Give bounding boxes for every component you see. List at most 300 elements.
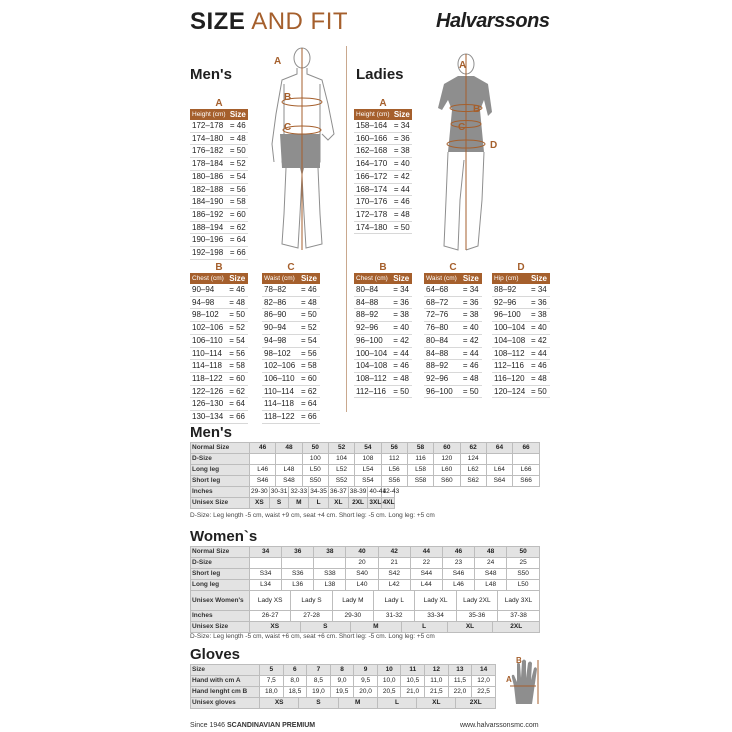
grid-cell: 18,0 [260,687,284,698]
range-cell: 90–94 [262,322,299,335]
grid-cell: 30-31 [269,487,289,498]
table-row [354,360,412,373]
size-cell: = 50 [461,385,482,398]
grid-cell: 112 [381,454,407,465]
range-cell: 88–92 [354,309,391,322]
hand-label-b: B [516,656,522,665]
range-cell: 80–84 [354,284,391,296]
size-cell: = 42 [391,334,412,347]
size-cell: = 44 [391,347,412,360]
column-header: Chest (cm) [190,273,227,284]
table-row [190,120,248,132]
grid-cell: Lady XS [250,591,291,611]
grid-cell: 56 [381,443,407,454]
table-row [354,183,412,196]
size-header: Size [391,273,412,284]
grid-cell: 18,5 [283,687,307,698]
row-label: Unisex Size [191,498,250,509]
grid-cell: L34 [250,580,282,591]
size-header: Size [228,109,248,120]
range-cell: 158–164 [354,120,392,132]
footer-url[interactable]: www.halvarssonsmc.com [460,722,539,729]
range-cell: 106–110 [190,334,227,347]
table-row [190,183,248,196]
size-cell: = 48 [228,132,248,145]
size-cell: = 54 [299,334,320,347]
size-cell: = 34 [461,284,482,296]
mens-grid-heading: Men's [190,424,232,441]
grid-row [191,558,540,569]
grid-cell: 2XL [456,698,496,709]
size-cell: = 64 [228,234,248,247]
table-row [354,120,412,132]
grid-cell: XL [417,698,456,709]
range-cell: 92–96 [354,322,391,335]
range-cell: 114–118 [190,360,227,373]
grid-cell: L36 [282,580,314,591]
range-cell: 94–98 [262,334,299,347]
grid-cell [314,558,346,569]
table-letter: B [379,262,387,273]
grid-cell: M [338,698,377,709]
size-table [424,273,482,398]
range-cell: 170–176 [354,196,392,209]
grid-cell: 100 [302,454,328,465]
grid-cell: L [401,622,447,633]
grid-row [191,591,540,611]
grid-cell: 40 [346,547,378,558]
grid-cell: 42-43 [381,487,394,498]
range-cell: 100–104 [354,347,391,360]
range-cell: 162–168 [354,145,392,158]
size-table [354,273,412,398]
grid-cell: L48 [276,465,302,476]
table-row [262,347,320,360]
range-cell: 80–84 [424,334,461,347]
table-row [424,372,482,385]
figure-label-a-ladies: A [459,60,467,71]
grid-cell: L58 [407,465,433,476]
table-letter: C [287,262,295,273]
grid-cell: Lady M [332,591,373,611]
grid-cell: 21,5 [425,687,449,698]
range-cell: 110–114 [190,347,227,360]
grid-cell [250,454,276,465]
range-cell: 166–172 [354,170,392,183]
range-cell: 112–116 [492,360,529,373]
row-label: Short leg [191,569,250,580]
grid-cell: 23 [442,558,474,569]
range-cell: 118–122 [190,372,227,385]
size-cell: = 52 [227,322,248,335]
grid-cell: S [300,622,351,633]
figure-label-c-ladies: C [458,122,466,133]
range-cell: 98–102 [190,309,227,322]
footer-tagline [190,722,315,729]
size-cell: = 56 [227,347,248,360]
grid-cell: 13 [448,665,472,676]
row-label: Unisex Size [191,622,250,633]
grid-row [191,454,540,465]
grid-cell: 11,0 [425,676,449,687]
grid-cell: S34 [250,569,282,580]
grid-cell [486,454,512,465]
table-letter: A [379,98,387,109]
grid-cell: S40 [346,569,378,580]
size-cell: = 60 [228,208,248,221]
grid-cell: L50 [507,580,540,591]
grid-row [191,465,540,476]
size-cell: = 62 [299,385,320,398]
size-cell: = 36 [461,296,482,309]
grid-row [191,487,540,498]
size-cell: = 50 [228,145,248,158]
size-cell: = 58 [299,360,320,373]
size-table [190,273,248,424]
grid-cell: 38-39 [348,487,368,498]
grid-cell: 25 [507,558,540,569]
table-row [190,411,248,424]
grid-cell: 36 [282,547,314,558]
size-cell: = 60 [299,372,320,385]
grid-cell: S [299,698,338,709]
table-row [354,385,412,398]
grid-cell: L [309,498,329,509]
range-cell: 176–182 [190,145,228,158]
ladies-chest-table [354,262,412,398]
range-cell: 88–92 [492,284,529,296]
table-row [190,296,248,309]
grid-cell: XS [250,498,270,509]
table-row [424,309,482,322]
size-cell: = 62 [228,221,248,234]
grid-cell: XL [328,498,348,509]
range-cell: 84–88 [424,347,461,360]
table-row [354,170,412,183]
table-letter: D [517,262,525,273]
grid-cell: Lady 2XL [456,591,497,611]
row-label: Hand with cm A [191,676,260,687]
grid-cell: 48 [276,443,302,454]
table-row [354,334,412,347]
row-label: Short leg [191,476,250,487]
figure-label-b: B [284,92,292,103]
size-cell: = 54 [228,170,248,183]
size-cell: = 50 [392,221,412,234]
grid-cell: L46 [442,580,474,591]
table-row [190,170,248,183]
size-cell: = 36 [392,132,412,145]
grid-cell: 12 [425,665,449,676]
table-letter: B [215,262,223,273]
size-cell: = 58 [228,196,248,209]
table-row [492,296,550,309]
gloves-heading: Gloves [190,646,241,663]
ladies-waist-table [424,262,482,398]
grid-cell: 19,5 [330,687,354,698]
grid-cell: 10,5 [401,676,425,687]
grid-row [191,665,496,676]
female-figure [428,50,504,258]
size-cell: = 60 [227,372,248,385]
grid-cell: 20 [346,558,378,569]
range-cell: 182–188 [190,183,228,196]
row-label: Size [191,665,260,676]
mens-grid-note: D-Size: Leg length -5 cm, waist +9 cm, seat +4 cm. Short leg: -5 cm. Long leg: +5 cm [190,512,435,519]
mens-waist-table [262,262,320,424]
size-cell: = 46 [391,360,412,373]
range-cell: 102–106 [262,360,299,373]
grid-cell: M [289,498,309,509]
table-row [354,284,412,296]
womens-size-grid [190,546,540,633]
size-cell: = 62 [227,385,248,398]
grid-cell: 9 [354,665,378,676]
grid-cell: 4XL [381,498,394,509]
grid-cell: 36-37 [328,487,348,498]
range-cell: 110–114 [262,385,299,398]
grid-cell: 32-33 [289,487,309,498]
size-cell: = 52 [228,158,248,171]
size-cell: = 46 [227,284,248,296]
table-row [190,132,248,145]
grid-cell: L56 [381,465,407,476]
range-cell: 96–100 [354,334,391,347]
range-cell: 106–110 [262,372,299,385]
table-row [492,284,550,296]
size-header: Size [392,109,412,120]
table-row [190,385,248,398]
grid-cell: S48 [475,569,507,580]
grid-cell: 120 [434,454,460,465]
table-row [190,247,248,260]
table-row [190,158,248,171]
grid-cell: S42 [378,569,410,580]
mens-height-table [190,98,248,260]
grid-cell: 60 [434,443,460,454]
grid-row [191,580,540,591]
range-cell: 114–118 [262,398,299,411]
grid-cell: 26-27 [250,611,291,622]
size-cell: = 48 [392,208,412,221]
range-cell: 82–86 [262,296,299,309]
table-row [424,347,482,360]
grid-cell: S36 [282,569,314,580]
range-cell: 192–198 [190,247,228,260]
grid-cell [513,454,540,465]
range-cell: 122–126 [190,385,227,398]
grid-cell: Lady XL [415,591,456,611]
grid-row [191,622,540,633]
grid-cell: 7 [307,665,331,676]
footer-premium: SCANDINAVIAN PREMIUM [226,722,316,729]
grid-cell: 34-35 [309,487,329,498]
grid-cell: 35-36 [456,611,497,622]
table-row [262,322,320,335]
size-cell: = 40 [461,322,482,335]
table-row [262,334,320,347]
table-row [262,372,320,385]
table-row [492,347,550,360]
mens-chest-table [190,262,248,424]
grid-cell: 19,0 [307,687,331,698]
grid-cell: 46 [442,547,474,558]
grid-cell: 6 [283,665,307,676]
grid-cell: Lady 3XL [498,591,540,611]
table-row [190,309,248,322]
range-cell: 188–194 [190,221,228,234]
figure-label-d-ladies: D [490,140,498,151]
grid-cell: L54 [355,465,381,476]
table-row [424,296,482,309]
grid-cell: L62 [460,465,486,476]
table-letter: A [215,98,223,109]
range-cell: 174–180 [190,132,228,145]
ladies-heading: Ladies [356,66,404,83]
figure-label-c: C [284,122,292,133]
table-row [262,385,320,398]
row-label: Hand lenght cm B [191,687,260,698]
gloves-size-grid [190,664,496,709]
table-row [424,360,482,373]
size-cell: = 64 [299,398,320,411]
grid-cell: S54 [355,476,381,487]
grid-cell: 46 [250,443,276,454]
table-row [190,196,248,209]
size-cell: = 50 [391,385,412,398]
size-cell: = 52 [299,322,320,335]
grid-cell: 66 [513,443,540,454]
grid-cell: L44 [410,580,442,591]
table-row [354,145,412,158]
grid-cell: S48 [276,476,302,487]
table-row [492,322,550,335]
grid-cell: L42 [378,580,410,591]
grid-cell: 124 [460,454,486,465]
grid-cell: S50 [302,476,328,487]
table-row [190,372,248,385]
table-row [424,385,482,398]
male-figure [262,44,344,256]
size-cell: = 38 [392,145,412,158]
table-row [354,322,412,335]
grid-cell: S56 [381,476,407,487]
size-cell: = 36 [529,296,550,309]
range-cell: 84–88 [354,296,391,309]
row-label: Normal Size [191,547,250,558]
grid-cell: 44 [410,547,442,558]
figure-label-a: A [274,56,282,67]
range-cell: 160–166 [354,132,392,145]
size-cell: = 44 [529,347,550,360]
womens-grid-note: D-Size: Leg length -5 cm, waist +6 cm, seat +6 cm. Short leg: -5 cm. Long leg: +5 cm [190,633,435,640]
table-row [492,372,550,385]
grid-cell: 37-38 [498,611,540,622]
table-row [262,309,320,322]
grid-cell: L48 [475,580,507,591]
column-header: Waist (cm) [424,273,461,284]
range-cell: 102–106 [190,322,227,335]
grid-cell: 62 [460,443,486,454]
table-row [190,334,248,347]
size-cell: = 46 [299,284,320,296]
grid-cell: 5 [260,665,284,676]
range-cell: 98–102 [262,347,299,360]
table-row [190,145,248,158]
table-row [354,296,412,309]
size-cell: = 56 [299,347,320,360]
grid-cell: 11 [401,665,425,676]
table-row [190,221,248,234]
size-cell: = 48 [391,372,412,385]
page-title [190,8,348,36]
grid-cell: S52 [328,476,354,487]
size-cell: = 66 [228,247,248,260]
grid-cell: 33-34 [415,611,456,622]
grid-cell: L52 [328,465,354,476]
size-cell: = 50 [227,309,248,322]
range-cell: 90–94 [190,284,227,296]
range-cell: 164–170 [354,158,392,171]
grid-cell: 8,5 [307,676,331,687]
grid-cell: 7,5 [260,676,284,687]
table-row [354,208,412,221]
table-row [190,347,248,360]
table-row [190,234,248,247]
range-cell: 186–192 [190,208,228,221]
grid-row [191,676,496,687]
grid-row [191,476,540,487]
grid-cell: S44 [410,569,442,580]
size-cell: = 42 [461,334,482,347]
grid-cell: 21,0 [401,687,425,698]
size-cell: = 48 [227,296,248,309]
size-cell: = 40 [529,322,550,335]
grid-cell: 22 [410,558,442,569]
grid-cell: S46 [250,476,276,487]
range-cell: 68–72 [424,296,461,309]
grid-cell: 10 [377,665,401,676]
size-cell: = 34 [391,284,412,296]
size-cell: = 40 [392,158,412,171]
size-cell: = 46 [392,196,412,209]
grid-cell: 22,5 [472,687,496,698]
grid-row [191,687,496,698]
range-cell: 172–178 [190,120,228,132]
grid-cell: S38 [314,569,346,580]
grid-cell: 12,0 [472,676,496,687]
table-row [424,322,482,335]
grid-cell [276,454,302,465]
hand-label-a: A [506,675,512,684]
grid-cell: S64 [486,476,512,487]
grid-cell: L64 [486,465,512,476]
grid-row [191,611,540,622]
range-cell: 130–134 [190,411,227,424]
size-header: Size [227,273,248,284]
grid-cell: 48 [475,547,507,558]
grid-cell: 50 [302,443,328,454]
table-row [190,208,248,221]
grid-cell: S66 [513,476,540,487]
table-row [424,284,482,296]
range-cell: 88–92 [424,360,461,373]
row-label: Long leg [191,580,250,591]
range-cell: 92–96 [492,296,529,309]
size-cell: = 38 [391,309,412,322]
grid-cell: M [351,622,402,633]
grid-cell: 9,0 [330,676,354,687]
